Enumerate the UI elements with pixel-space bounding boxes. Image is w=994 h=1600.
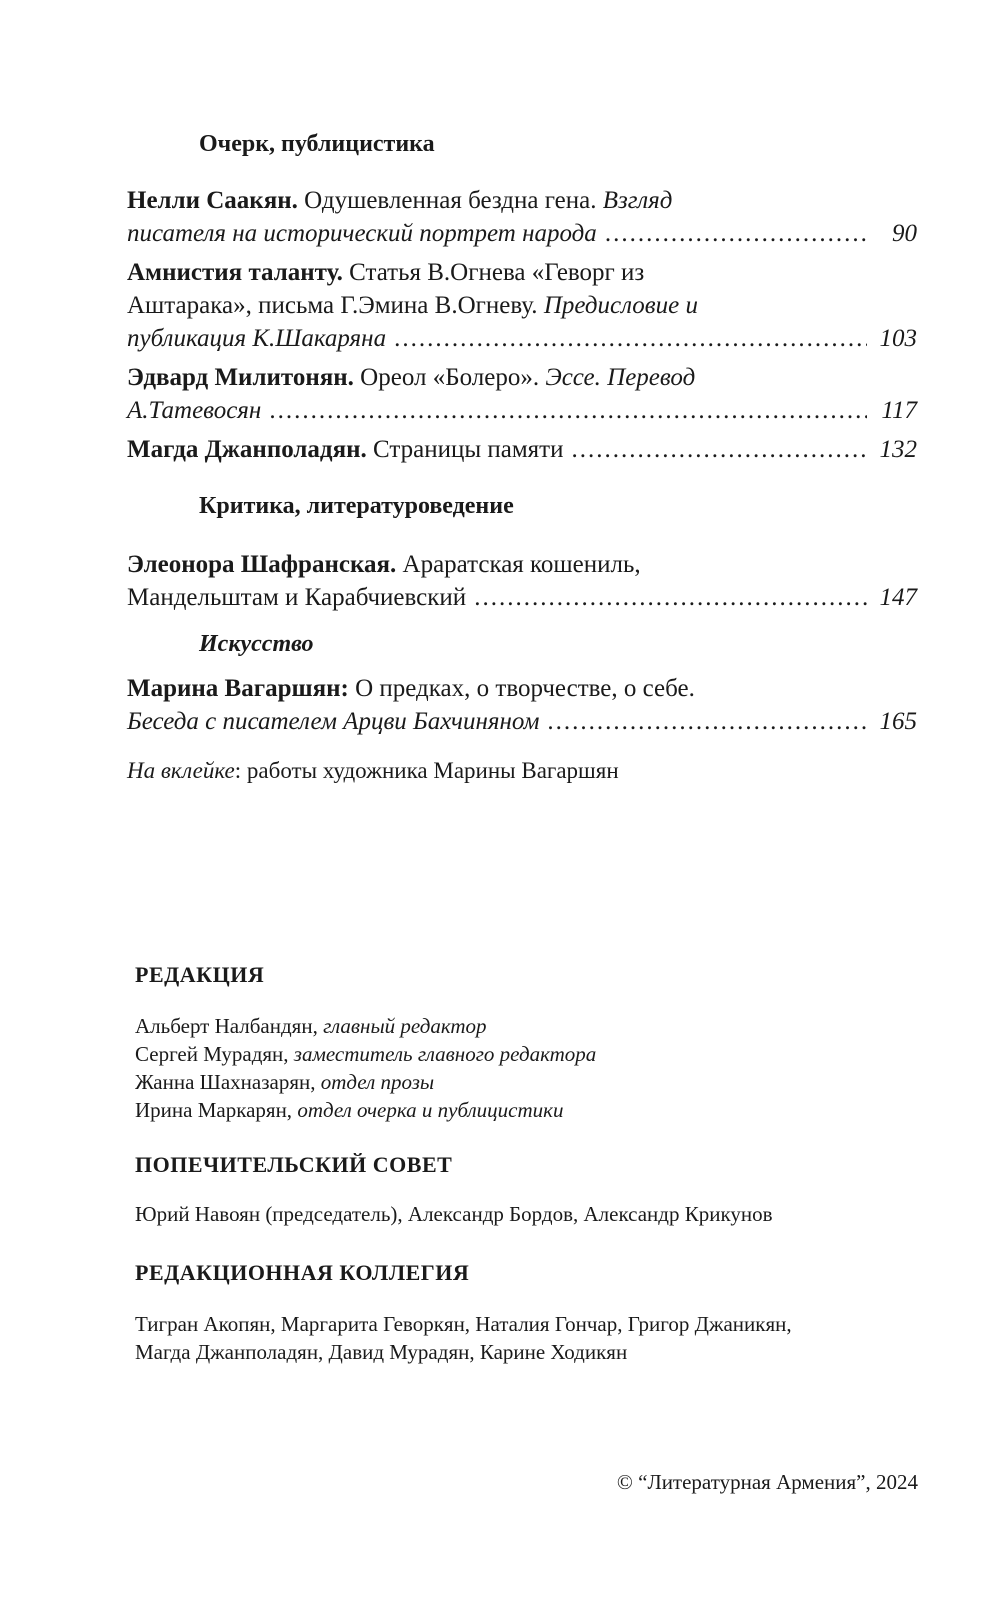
- dot-leader: [269, 394, 867, 427]
- toc-entry-last-line: [127, 433, 917, 466]
- toc-entry-saakyan: [127, 184, 917, 250]
- toc-entry-vagarshyan: [127, 672, 917, 738]
- staff-name: Жанна Шахназарян,: [135, 1070, 321, 1094]
- toc-entry-line: [127, 184, 917, 217]
- entry-subtitle-end: Беседа с писателем Арцви Бахчиняном: [127, 708, 540, 735]
- entry-author: Нелли Саакян.: [127, 187, 298, 214]
- entry-title-end: Мандельштам и Карабчиевский: [127, 584, 467, 611]
- toc-entry-line: [127, 672, 917, 705]
- toc-entry-last-line: [127, 217, 917, 250]
- section-title-art: Искусство: [199, 631, 314, 657]
- staff-role: главный редактор: [323, 1014, 487, 1038]
- copyright-notice: © “Литературная Армения”, 2024: [616, 1470, 918, 1494]
- entry-title: Статья В.Огнева «Геворг из: [342, 259, 645, 286]
- staff-line: [135, 1012, 935, 1040]
- entry-subtitle-end: публикация К.Шакаряна: [127, 325, 387, 352]
- entry-author: Магда Джанполадян.: [127, 436, 367, 463]
- toc-entry-amnesty: [127, 256, 917, 355]
- staff-role: отдел очерка и публицистики: [297, 1098, 564, 1122]
- toc-entry-janpoladyan: [127, 433, 917, 466]
- dot-leader: [474, 581, 867, 614]
- staff-name: Альберт Налбандян,: [135, 1014, 324, 1038]
- toc-entry-line: [127, 256, 917, 289]
- dot-leader: [571, 433, 867, 466]
- page-number: 165: [879, 708, 917, 735]
- page-number: 147: [879, 584, 917, 611]
- table-of-contents: [127, 128, 917, 786]
- toc-entry-shafranskaya: [127, 548, 917, 614]
- staff-name: Ирина Маркарян,: [135, 1098, 298, 1122]
- staff-line: [135, 1096, 935, 1124]
- toc-entry-last-line: [127, 705, 917, 738]
- entry-title: Одушевленная бездна гена.: [297, 187, 603, 214]
- entry-subtitle-end: писателя на исторический портрет народа: [127, 220, 597, 247]
- toc-entry-line: [127, 548, 917, 581]
- page-number: 117: [881, 397, 917, 424]
- entry-author: Элеонора Шафранская.: [127, 551, 397, 578]
- board-members: Юрий Навоян (председатель), Александр Бордов, Александр Крикунов: [135, 1202, 773, 1226]
- entry-title: Араратская кошениль,: [396, 551, 641, 578]
- collegium-members-line1: Тигран Акопян, Маргарита Геворкян, Наталия Гончар, Григор Джаникян,: [135, 1312, 792, 1336]
- page-number: 90: [892, 220, 917, 247]
- toc-entry-militonyan: [127, 361, 917, 427]
- dot-leader: [394, 322, 867, 355]
- page-number: 132: [879, 436, 917, 463]
- entry-title: Ореол «Болеро».: [353, 364, 546, 391]
- collegium-members-line2: Магда Джанполадян, Давид Мурадян, Карине Ходикян: [135, 1340, 628, 1364]
- collegium-heading: РЕДАКЦИОННАЯ КОЛЛЕГИЯ: [135, 1260, 470, 1285]
- staff-line: [135, 1068, 935, 1096]
- dot-leader: [605, 217, 867, 250]
- entry-title-cont: Аштарака», письма Г.Эмина В.Огневу.: [127, 292, 544, 319]
- editorial-heading: РЕДАКЦИЯ: [135, 962, 265, 987]
- entry-title: О предках, о творчестве, о себе.: [348, 675, 695, 702]
- board-heading: ПОПЕЧИТЕЛЬСКИЙ СОВЕТ: [135, 1152, 453, 1177]
- page-number: 103: [879, 325, 917, 352]
- toc-entry-line: [127, 289, 917, 322]
- insert-note-text: : работы художника Марины Вагаршян: [234, 758, 619, 783]
- toc-entry-last-line: [127, 322, 917, 355]
- toc-entry-line: [127, 361, 917, 394]
- staff-name: Сергей Мурадян,: [135, 1042, 294, 1066]
- section-title-criticism: Критика, литературоведение: [199, 493, 514, 519]
- entry-author: Марина Вагаршян:: [127, 675, 349, 702]
- staff-role: отдел прозы: [320, 1070, 435, 1094]
- entry-subtitle: Эссе. Перевод: [545, 364, 696, 391]
- staff-line: [135, 1040, 935, 1068]
- dot-leader: [547, 705, 867, 738]
- insert-note: [127, 756, 917, 786]
- toc-entry-last-line: [127, 581, 917, 614]
- section-title-essay: Очерк, публицистика: [199, 131, 435, 157]
- entry-subtitle: Взгляд: [602, 187, 673, 214]
- entry-subtitle-end: А.Татевосян: [127, 397, 262, 424]
- entry-title: Страницы памяти: [366, 436, 564, 463]
- entry-author: Эдвард Милитонян.: [127, 364, 354, 391]
- insert-note-label: На вклейке: [127, 758, 235, 783]
- masthead: [135, 960, 935, 1366]
- entry-subtitle: Предисловие и: [543, 292, 698, 319]
- toc-entry-last-line: [127, 394, 917, 427]
- entry-author: Амнистия таланту.: [127, 259, 343, 286]
- staff-role: заместитель главного редактора: [293, 1042, 597, 1066]
